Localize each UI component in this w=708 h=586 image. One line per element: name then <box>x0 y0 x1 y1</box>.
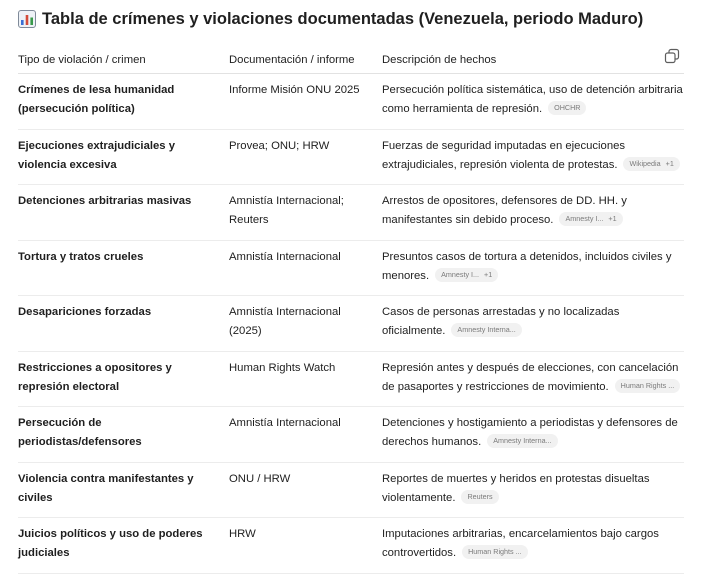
title-text: Tabla de crímenes y violaciones documentadas (Venezuela, periodo Maduro) <box>42 9 644 28</box>
citation-chip[interactable] <box>487 434 557 448</box>
documentation-source: Informe Misión ONU 2025 <box>229 84 360 96</box>
violation-type: Tortura y tratos crueles <box>18 250 144 263</box>
table-title <box>18 7 643 31</box>
header-documentation: Documentación / informe <box>229 54 355 66</box>
violation-type: Persecución de periodistas/defensores <box>18 417 142 448</box>
violation-type: Desapariciones forzadas <box>18 306 152 318</box>
description-cell <box>382 352 684 407</box>
documentation-source: Amnistía Internacional; Reuters <box>229 195 344 226</box>
citation-chip[interactable] <box>548 101 586 115</box>
documentation-source: Amnistía Internacional <box>229 250 341 263</box>
description-cell <box>382 518 684 573</box>
description-cell <box>382 74 684 129</box>
citation-chip[interactable] <box>615 379 681 393</box>
citation-source: Human Rights ... <box>620 380 675 390</box>
description-text: Persecución política sistemática, uso de detención arbitraria como herramienta de represión. <box>382 84 683 115</box>
table-row <box>18 130 684 186</box>
header-type: Tipo de violación / crimen <box>18 54 146 66</box>
citation-chip[interactable] <box>435 268 498 282</box>
copy-icon[interactable] <box>664 48 680 64</box>
description-cell <box>382 185 684 240</box>
table-row <box>18 352 684 408</box>
documentation-source: Provea; ONU; HRW <box>229 139 330 152</box>
documentation-source: Amnistía Internacional (2025) <box>229 306 341 337</box>
table-row <box>18 74 684 130</box>
description-text: Presuntos casos de tortura a detenidos, incluidos civiles y menores. <box>382 250 672 282</box>
table-row <box>18 185 684 241</box>
description-text: Imputaciones arbitrarias, encarcelamientos bajo cargos controvertidos. <box>382 528 659 559</box>
citation-extra-count: +1 <box>608 214 617 224</box>
table-row <box>18 241 684 297</box>
description-text: Reportes de muertes y heridos en protestas disueltas violentamente. <box>382 472 650 504</box>
citation-extra-count: +1 <box>484 269 493 279</box>
description-cell <box>382 463 684 518</box>
table-row <box>18 463 684 519</box>
citation-chip[interactable] <box>623 157 679 171</box>
citation-source: Amnesty Interna... <box>493 436 552 446</box>
description-text: Represión antes y después de elecciones, con cancelación de pasaportes y restricciones de movimiento. <box>382 361 679 393</box>
citation-source: Amnesty I... <box>565 214 604 224</box>
documentation-source: ONU / HRW <box>229 472 291 485</box>
table-header-row <box>18 30 684 74</box>
description-text: Casos de personas arrestadas y no localizadas oficialmente. <box>382 306 620 337</box>
citation-source: Amnesty I... <box>441 269 480 279</box>
violation-type: Juicios políticos y uso de poderes judiciales <box>18 528 203 559</box>
description-cell <box>382 130 684 185</box>
citation-chip[interactable] <box>451 323 521 337</box>
citation-chip[interactable] <box>462 545 528 559</box>
bar-chart-icon <box>18 10 36 28</box>
violations-table <box>18 30 684 574</box>
citation-extra-count: +1 <box>665 158 674 168</box>
citation-chip[interactable] <box>461 490 498 504</box>
citation-source: Amnesty Interna... <box>457 325 516 335</box>
description-cell <box>382 241 684 296</box>
description-cell <box>382 407 684 462</box>
citation-source: Wikipedia <box>629 158 661 168</box>
citation-source: Reuters <box>467 491 493 501</box>
table-row <box>18 518 684 574</box>
violation-type: Detenciones arbitrarias masivas <box>18 195 192 207</box>
violation-type: Crímenes de lesa humanidad (persecución política) <box>18 84 175 115</box>
description-cell <box>382 296 684 351</box>
documentation-source: Human Rights Watch <box>229 361 336 374</box>
violation-type: Ejecuciones extrajudiciales y violencia excesiva <box>18 139 175 171</box>
description-text: Arrestos de opositores, defensores de DD. HH. y manifestantes sin debido proceso. <box>382 195 627 226</box>
violation-type: Violencia contra manifestantes y civiles <box>18 472 194 504</box>
table-row <box>18 407 684 463</box>
header-description: Descripción de hechos <box>382 54 497 66</box>
table-body <box>18 74 684 574</box>
documentation-source: Amnistía Internacional <box>229 417 341 429</box>
description-text: Detenciones y hostigamiento a periodistas y defensores de derechos humanos. <box>382 417 678 448</box>
table-row <box>18 296 684 352</box>
citation-source: OHCHR <box>554 103 581 113</box>
documentation-source: HRW <box>229 528 256 540</box>
citation-chip[interactable] <box>559 212 622 226</box>
citation-source: Human Rights ... <box>468 547 522 557</box>
description-text: Fuerzas de seguridad imputadas en ejecuciones extrajudiciales, represión violenta de protestas. <box>382 139 626 171</box>
violation-type: Restricciones a opositores y represión electoral <box>18 361 172 393</box>
